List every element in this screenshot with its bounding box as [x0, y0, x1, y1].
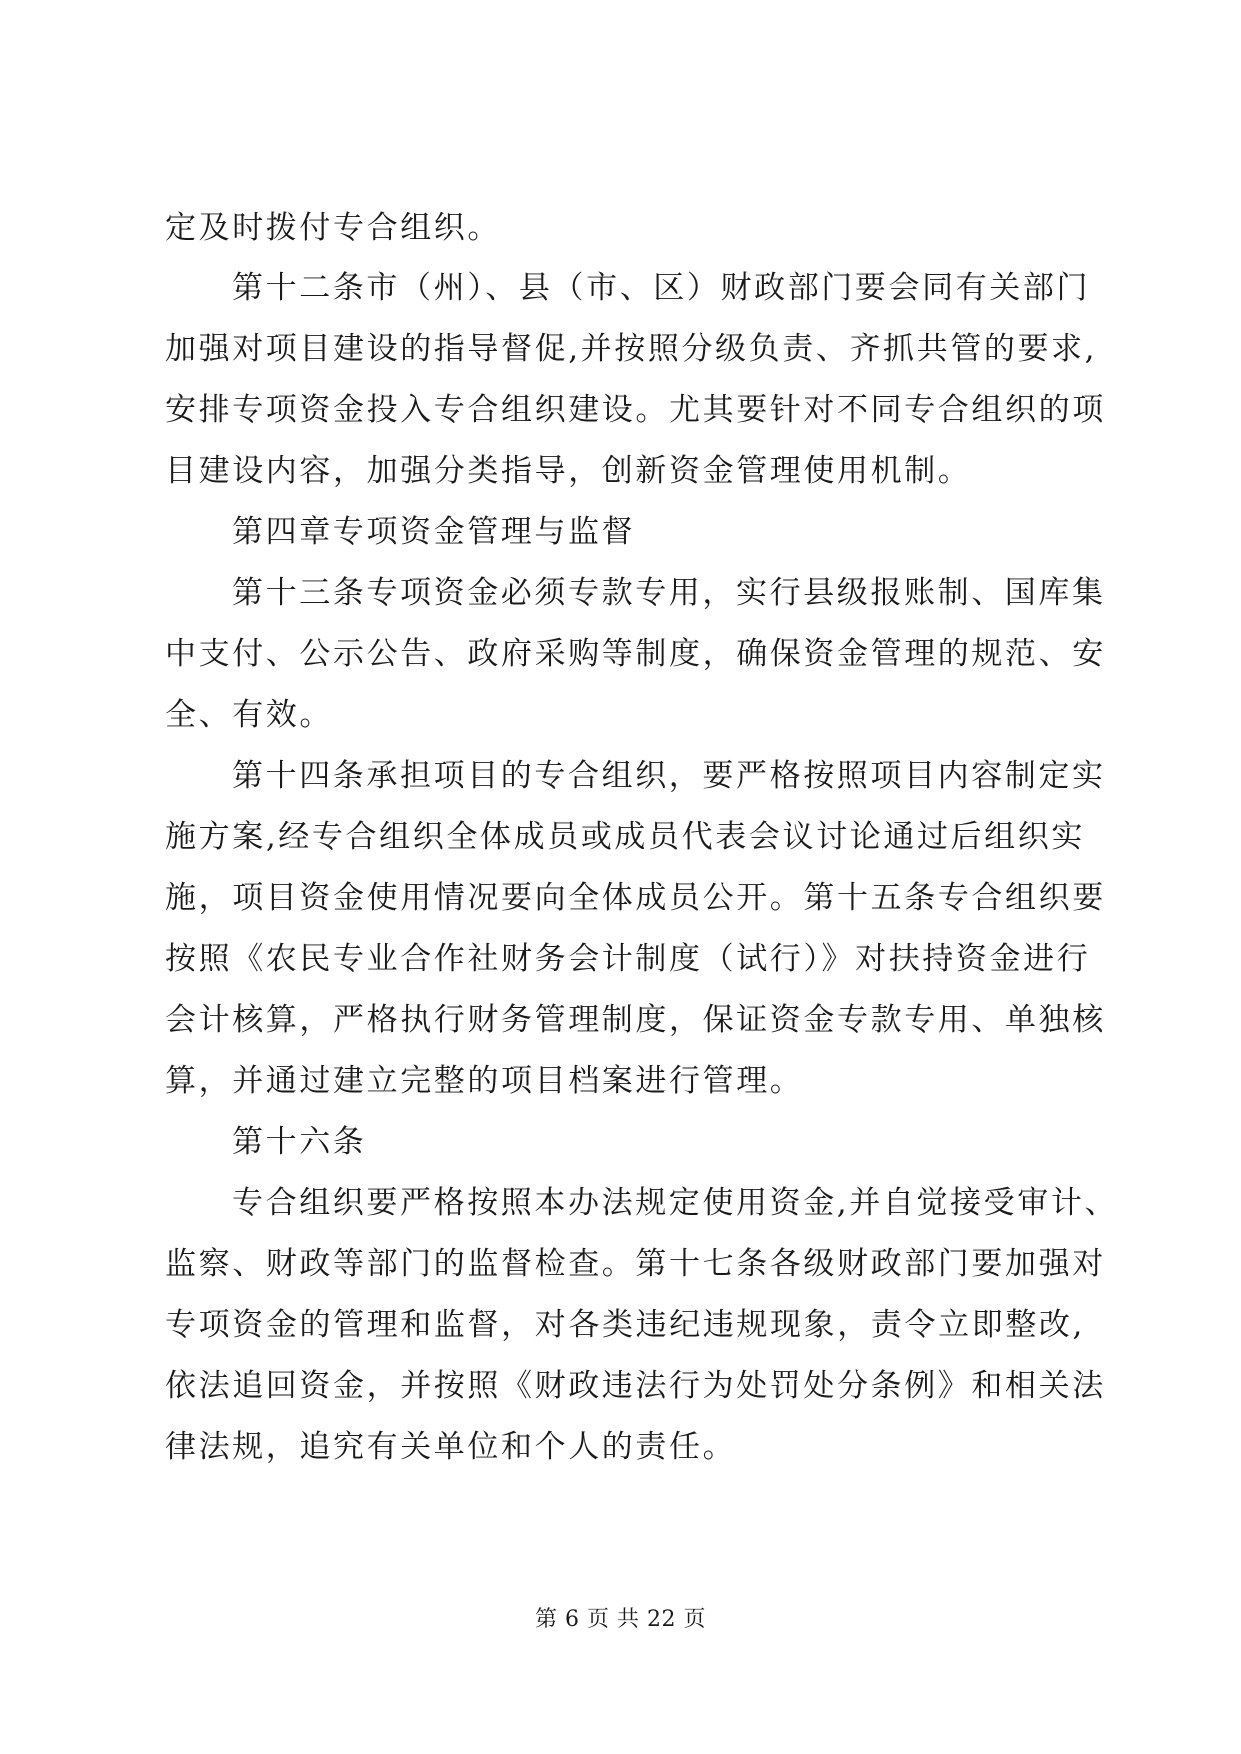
text-line: 定及时拨付专合组织。	[165, 210, 501, 246]
section-heading: 第十六条	[232, 1124, 367, 1160]
text-line: 专合组织要严格按照本办法规定使用资金,并自觉接受审计、	[232, 1185, 1119, 1221]
text-line: 按照《农民专业合作社财务会计制度（试行）》对扶持资金进行	[165, 941, 1091, 977]
text-line: 全、有效。	[165, 697, 333, 733]
text-line: 安排专项资金投入专合组织建设。尤其要针对不同专合组织的项	[165, 392, 1106, 428]
text-line: 专项资金的管理和监督，对各类违纪违规现象，责令立即整改,	[165, 1307, 1085, 1343]
page-number-footer: 第 6 页 共 22 页	[535, 1607, 706, 1632]
text-line: 第十二条市（州）、县（市、区）财政部门要会同有关部门	[232, 270, 1091, 306]
text-line: 依法追回资金，并按照《财政违法行为处罚处分条例》和相关法	[165, 1368, 1106, 1404]
text-line: 会计核算，严格执行财务管理制度，保证资金专款专用、单独核	[165, 1002, 1106, 1038]
section-heading: 第四章专项资金管理与监督	[232, 514, 636, 550]
text-line: 第十四条承担项目的专合组织，要严格按照项目内容制定实	[232, 758, 1106, 794]
text-line: 算，并通过建立完整的项目档案进行管理。	[165, 1063, 804, 1099]
text-line: 监察、财政等部门的监督检查。第十七条各级财政部门要加强对	[165, 1246, 1106, 1282]
text-line: 律法规，追究有关单位和个人的责任。	[165, 1429, 737, 1465]
text-line: 施，项目资金使用情况要向全体成员公开。第十五条专合组织要	[165, 880, 1106, 916]
text-line: 中支付、公示公告、政府采购等制度，确保资金管理的规范、安	[165, 636, 1106, 672]
text-line: 加强对项目建设的指导督促,并按照分级负责、齐抓共管的要求,	[165, 331, 1098, 367]
text-line: 第十三条专项资金必须专款专用，实行县级报账制、国库集	[232, 575, 1106, 611]
text-line: 目建设内容，加强分类指导，创新资金管理使用机制。	[165, 453, 972, 489]
text-line: 施方案,经专合组织全体成员或成员代表会议讨论通过后组织实	[165, 819, 1085, 855]
